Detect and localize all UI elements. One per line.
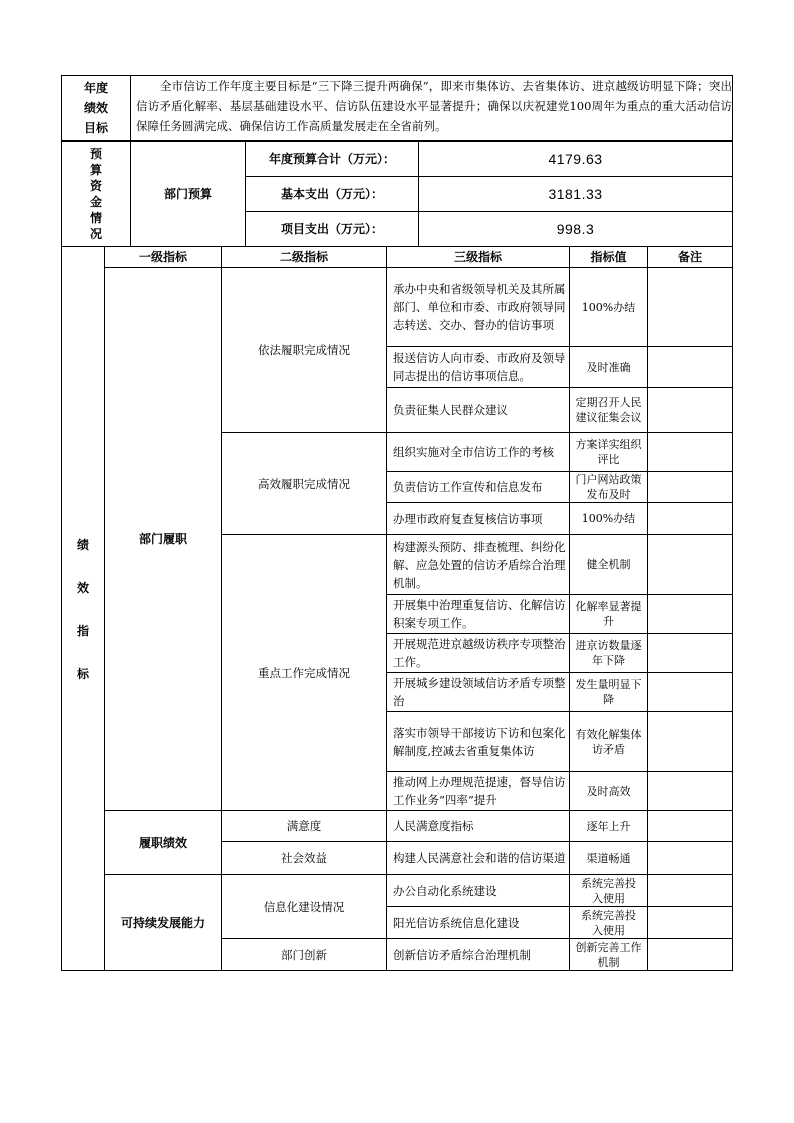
divider	[386, 471, 733, 472]
indicator-value: 及时准确	[586, 360, 631, 374]
goal-label: 年度 绩效 目标	[83, 81, 108, 135]
level3-item: 构建人民满意社会和谐的信访渠道	[393, 851, 566, 865]
divider	[221, 938, 733, 939]
level2-lawful: 依法履职完成情况	[258, 343, 350, 357]
level3-item: 办理市政府复查复核信访事项	[393, 511, 543, 526]
indicator-value: 创新完善工作机制	[575, 940, 642, 969]
divider	[386, 594, 733, 595]
divider	[221, 534, 733, 535]
indicator-value: 健全机制	[586, 558, 631, 571]
level2-social: 社会效益	[281, 851, 327, 865]
total-budget-value: 4179.63	[548, 151, 603, 167]
level1-duty: 部门履职	[138, 532, 187, 546]
indicator-value: 渠道畅通	[586, 851, 631, 865]
level3-item: 组织实施对全市信访工作的考核	[393, 445, 554, 459]
divider	[221, 841, 733, 842]
basic-expense-value: 3181.33	[548, 186, 603, 202]
dept-budget-label: 部门预算	[163, 187, 212, 201]
divider	[61, 246, 733, 247]
project-expense-label: 项目支出（万元）：	[280, 222, 383, 236]
indicator-value: 化解率显著提升	[575, 600, 642, 628]
level2-efficient: 高效履职完成情况	[258, 476, 350, 491]
divider	[386, 246, 387, 970]
indicator-value: 方案详实组织评比	[575, 438, 642, 466]
level2-key: 重点工作完成情况	[258, 665, 350, 680]
level3-item: 负责征集人民群众建议	[393, 403, 508, 417]
divider	[647, 246, 648, 970]
level3-item: 开展规范进京越级访秩序专项整治工作。	[393, 637, 566, 669]
divider	[104, 810, 733, 811]
table-border-left	[61, 75, 62, 971]
divider	[221, 432, 733, 433]
goal-text: 全市信访工作年度主要目标是“三下降三提升两确保”，即来市集体访、去省集体访、进京越级访明显下降；突出信访矛盾化解率、基层基础建设水平、信访队伍建设水平显著提升；确保以庆祝建党100周年为重点的重大活动信访保障任务圆满完成、确保信访工作高质量发展走在全省前列。	[136, 79, 732, 133]
indicator-value: 系统完善投入使用	[581, 876, 636, 905]
indicator-value: 系统完善投入使用	[581, 908, 636, 937]
level3-item: 负责信访工作宣传和信息发布	[393, 480, 543, 494]
divider	[386, 346, 733, 347]
divider	[104, 874, 733, 875]
project-expense-value: 998.3	[556, 221, 595, 237]
budget-label: 预 算 资 金 情 况	[89, 147, 102, 241]
level2-it: 信息化建设情况	[263, 899, 345, 914]
level3-item: 办公自动化系统建设	[393, 883, 497, 898]
divider	[130, 75, 131, 246]
divider	[104, 267, 733, 268]
level3-item: 开展城乡建设领域信访矛盾专项整治	[393, 676, 566, 708]
indicator-value: 100%办结	[581, 512, 636, 525]
indicators-label: 绩 效 指 标	[76, 538, 89, 681]
level2-innovation: 部门创新	[281, 947, 327, 962]
divider	[386, 633, 733, 634]
divider	[418, 141, 419, 246]
level1-performance: 履职绩效	[138, 835, 187, 850]
divider	[61, 141, 733, 142]
divider	[386, 771, 733, 772]
divider	[245, 211, 733, 212]
level3-item: 报送信访人向市委、市政府及领导同志提出的信访事项信息。	[393, 351, 566, 383]
level1-sustainable: 可持续发展能力	[120, 915, 205, 930]
level3-item: 阳光信访系统信息化建设	[393, 915, 520, 930]
indicator-value: 及时高效	[586, 784, 631, 798]
level3-item: 人民满意度指标	[393, 819, 474, 833]
level3-item: 构建源头预防、排查梳理、纠纷化解、应急处置的信访矛盾综合治理机制。	[393, 539, 566, 590]
indicator-value: 100%办结	[581, 300, 636, 314]
level3-item: 推动网上办理规范提速，督导信访工作业务“四率”提升	[393, 775, 566, 807]
divider	[386, 711, 733, 712]
divider	[569, 246, 570, 970]
divider	[245, 141, 246, 246]
divider	[386, 906, 733, 907]
indicator-value: 逐年上升	[586, 819, 631, 833]
header-level2: 二级指标	[279, 250, 328, 264]
level2-satisfaction: 满意度	[286, 819, 322, 833]
total-budget-label: 年度预算合计（万元）：	[268, 152, 395, 166]
divider	[221, 246, 222, 970]
level3-item: 承办中央和省级领导机关及其所属部门、单位和市委、市政府领导同志转送、交办、督办的信访事项	[393, 282, 566, 332]
level3-item: 开展集中治理重复信访、化解信访积案专项工作。	[393, 598, 566, 630]
indicator-value: 进京访数量逐年下降	[575, 639, 642, 667]
indicator-value: 有效化解集体访矛盾	[575, 727, 642, 756]
indicator-value: 定期召开人民建议征集会议	[575, 396, 642, 424]
level3-item: 落实市领导干部接访下访和包案化解制度,控减去省重复集体访	[393, 725, 566, 758]
basic-expense-label: 基本支出（万元）：	[280, 187, 383, 201]
table-border-right	[732, 75, 733, 971]
divider	[386, 672, 733, 673]
table-border-bottom	[61, 970, 733, 971]
indicator-value: 发生量明显下降	[575, 678, 642, 706]
indicator-value: 门户网站政策发布及时	[575, 473, 642, 501]
header-value: 指标值	[590, 250, 627, 264]
divider	[386, 387, 733, 388]
table-border-top	[61, 75, 733, 76]
divider	[104, 246, 105, 970]
header-note: 备注	[677, 250, 702, 264]
level3-item: 创新信访矛盾综合治理机制	[393, 947, 531, 962]
header-level1: 一级指标	[138, 250, 187, 264]
divider	[386, 502, 733, 503]
header-level3: 三级指标	[453, 250, 502, 264]
divider	[245, 176, 733, 177]
